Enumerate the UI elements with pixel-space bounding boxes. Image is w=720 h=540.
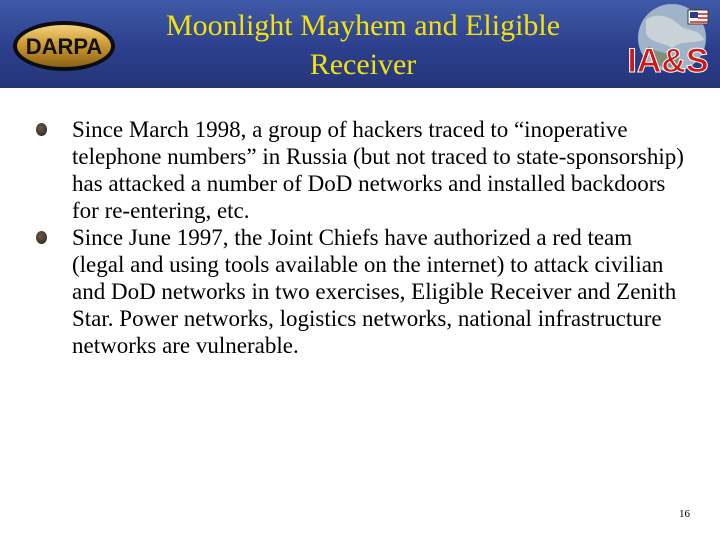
bullet-text: Since June 1997, the Joint Chiefs have authorized a red team (legal and using tools available on the internet) to attack civilian and DoD networks in two exercises, Eligible Receiver and Zenith Star. Power networks, logistics networks, national infrastructure networks are vulnerable.: [72, 225, 677, 358]
bullet-icon: [36, 123, 47, 136]
bullet-list: [36, 116, 688, 359]
svg-text:IA&S: IA&S: [627, 42, 709, 80]
bullet-text: Since March 1998, a group of hackers traced to “inoperative telephone numbers” in Russia (but not traced to state-sponsorship) has attacked a number of DoD networks and installed backdoors for re-entering, etc.: [72, 117, 684, 223]
darpa-logo: [12, 20, 116, 72]
svg-text:DARPA: DARPA: [25, 34, 103, 59]
bullet-icon: [36, 231, 47, 244]
page-number: 16: [679, 508, 690, 520]
slide-title: Moonlight Mayhem and Eligible Receiver: [165, 9, 561, 81]
bullet-item: [36, 224, 688, 359]
bullet-item: [36, 116, 688, 224]
ias-logo: [612, 2, 716, 84]
slide-header: [0, 0, 720, 88]
